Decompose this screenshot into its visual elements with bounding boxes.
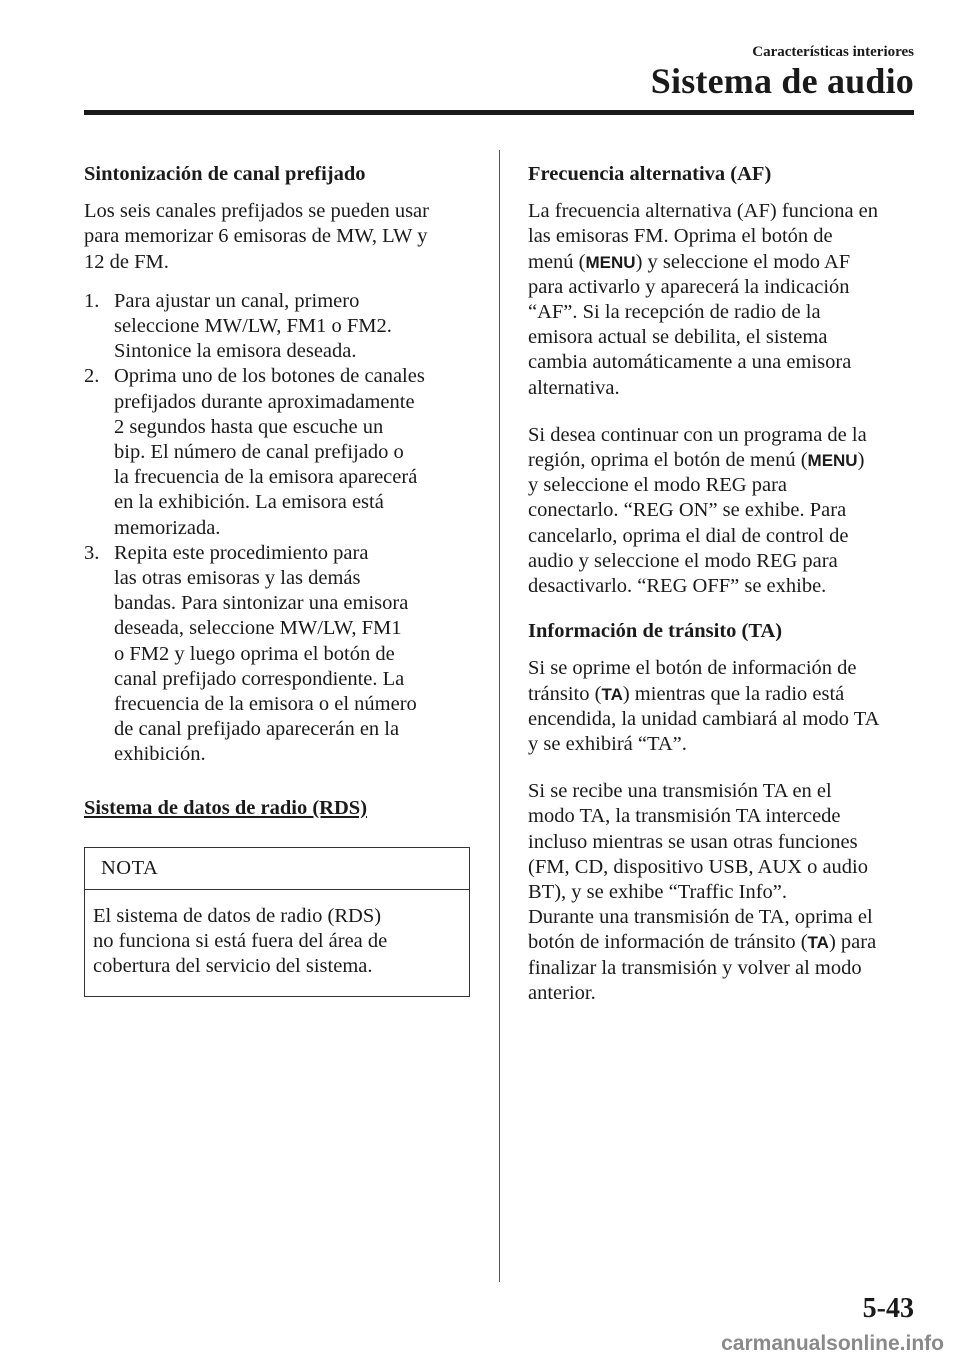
rds-heading: Sistema de datos de radio (RDS): [84, 796, 368, 819]
af-p2-text-a: Si desea continuar con un programa de la región, oprima el botón de menú (: [528, 423, 867, 472]
menu-key-icon: MENU: [585, 252, 636, 272]
ta-heading: Información de tránsito (TA): [528, 620, 783, 643]
right-column: [528, 162, 918, 1006]
af-p1-text-a: La frecuencia alternativa (AF) funciona en las emisoras FM. Oprima el botón de menú (: [528, 200, 879, 273]
list-item: [84, 364, 474, 540]
ta-p1-text-b: ) mientras que la radio está encendida, la unidad cambiará al modo TA y se exhibirá “TA”.: [528, 682, 880, 756]
step-number: 3.: [84, 541, 100, 564]
preset-intro: Los seis canales prefijados se pueden usar para memorizar 6 emisoras de MW, LW y 12 de FM.: [84, 200, 429, 273]
step-number: 2.: [84, 365, 100, 388]
watermark: carmanualsonline.info: [721, 1332, 944, 1355]
af-p1-text-b: ) y seleccione el modo AF para activarlo y aparecerá la indicación “AF”. Si la recepción de radio de la emisora actual se debilita, el sistema cambia automáticamente a una emisora alternativa.: [528, 250, 852, 399]
header-rule: [84, 110, 914, 115]
note-title: NOTA: [85, 848, 469, 890]
step-text: Oprima uno de los botones de canales prefijados durante aproximadamente 2 segundos hasta que escuche un bip. El número de canal prefijado o la frecuencia de la emisora aparecerá en la exhibición. La emisora está memorizada.: [114, 365, 425, 539]
preset-steps: [84, 289, 474, 768]
list-item: [84, 541, 474, 768]
af-paragraph-1: [528, 199, 918, 401]
preset-heading: Sintonización de canal prefijado: [84, 163, 366, 185]
ta-key-icon: TA: [807, 933, 829, 953]
note-box: [84, 847, 470, 997]
ta-p2-text-b: ) para finalizar la transmisión y volver al modo anterior.: [528, 931, 877, 1004]
ta-paragraph-1: [528, 656, 918, 757]
page-title: Sistema de audio: [650, 61, 914, 101]
page-number: 5-43: [862, 1293, 914, 1324]
ta-p1-text-a: Si se oprime el botón de información de tránsito (: [528, 657, 857, 705]
list-item: [84, 289, 474, 365]
af-p2-text-b: ) y seleccione el modo REG para conectarlo. “REG ON” se exhibe. Para cancelarlo, oprima el dial de control de audio y seleccione el modo REG para desactivarlo. “REG OFF” se exhibe.: [528, 449, 865, 598]
ta-paragraph-2: [528, 779, 918, 1006]
ta-key-icon: TA: [601, 684, 623, 704]
note-body: El sistema de datos de radio (RDS) no funciona si está fuera del área de cobertura del servicio del sistema.: [93, 905, 388, 978]
step-number: 1.: [84, 289, 100, 312]
step-text: Repita este procedimiento para las otras emisoras y las demás bandas. Para sintonizar una emisora deseada, seleccione MW/LW, FM1 o FM2 y luego oprima el botón de canal prefijado correspondiente. La frecuencia de la emisora o el número de canal prefijado aparecerán en la exhibición.: [114, 541, 417, 766]
af-heading: Frecuencia alternativa (AF): [528, 163, 772, 185]
header-section-label: Características interiores: [752, 44, 914, 60]
af-paragraph-2: [528, 423, 918, 599]
column-divider: [499, 150, 500, 1282]
left-column: [84, 162, 474, 997]
ta-p2-text-a: Si se recibe una transmisión TA en el modo TA, la transmisión TA intercede incluso mientras se usan otras funciones (FM, CD, dispositivo USB, AUX o audio BT), y se exhibe “Traffic Info”. Durante una transmisión de TA, oprima el botón de información de tránsito (: [528, 780, 873, 954]
menu-key-icon: MENU: [807, 451, 858, 471]
step-text: Para ajustar un canal, primero seleccione MW/LW, FM1 o FM2. Sintonice la emisora deseada.: [114, 289, 392, 363]
